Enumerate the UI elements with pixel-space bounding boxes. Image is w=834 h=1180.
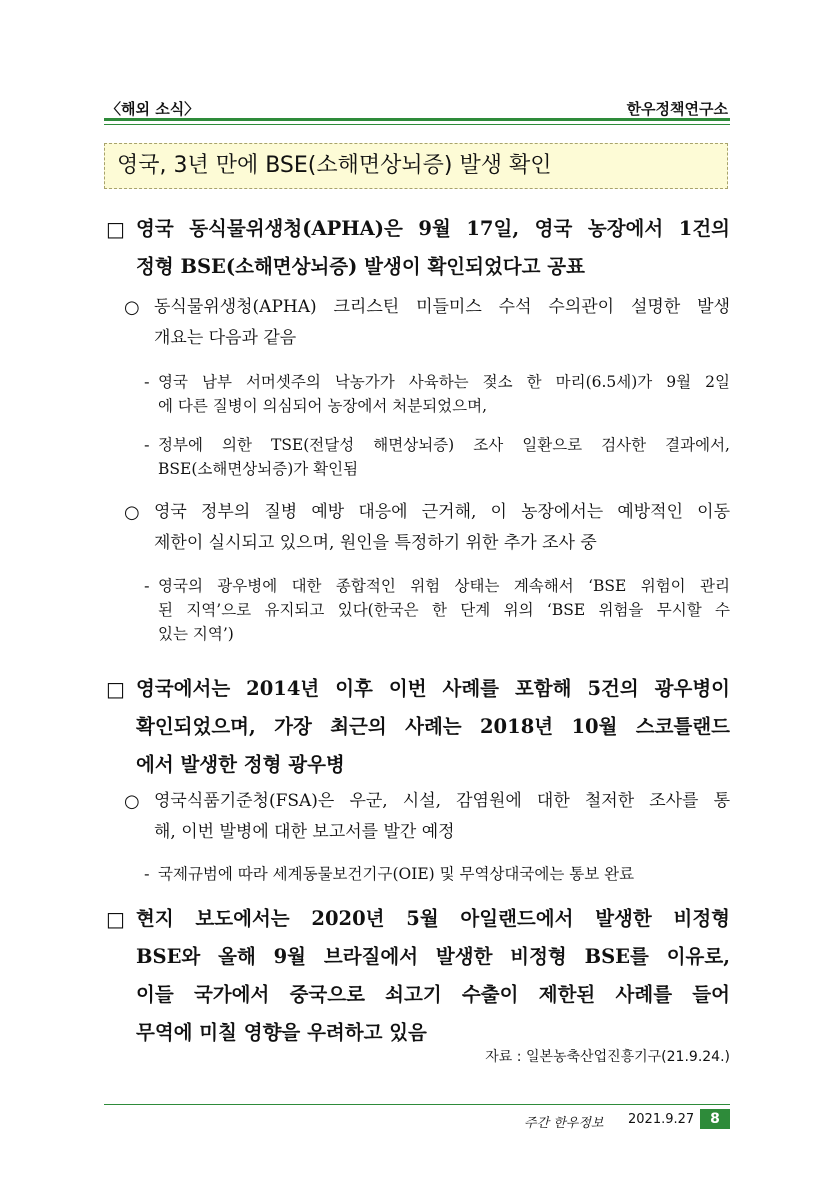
dash-bullet-icon: - [144,436,150,454]
text-line: 정부에 의한 TSE(전달성 해면상뇌증) 조사 일환으로 검사한 결과에서, [158,436,730,454]
text-line: 동식물위생청(APHA) 크리스틴 미들미스 수석 수의관이 설명한 발생 [154,297,730,317]
text-line: 국제규범에 따라 세계동물보건기구(OIE) 및 무역상대국에는 통보 완료 [158,865,635,883]
paragraph-2 [106,670,730,784]
header-rule-thick [104,118,730,121]
text-line: 영국에서는 2014년 이후 이번 사례를 포함해 5건의 광우병이 [136,677,730,700]
text-line: 확인되었으며, 가장 최근의 사례는 2018년 10월 스코틀랜드 [136,715,730,738]
circle-bullet-icon: ○ [124,297,140,318]
text-line: 에 다른 질병이 의심되어 농장에서 처분되었으며, [158,397,488,415]
text-line: 에서 발생한 정형 광우병 [136,753,345,776]
section-label: 〈해외 소식〉 [106,100,200,118]
paragraph-1-1-a [106,370,730,418]
paragraph-1 [106,210,730,286]
text-line: 된 지역’으로 유지되고 있다(한국은 한 단계 위의 ‘BSE 위험을 무시할 수 [158,601,730,619]
paragraph-2-1-a [106,862,730,886]
circle-bullet-icon: ○ [124,791,140,812]
text-line: 개요는 다음과 같음 [154,328,297,348]
paragraph-1-2 [106,497,730,559]
text-line: 영국 동식물위생청(APHA)은 9월 17일, 영국 농장에서 1건의 [136,217,730,240]
text-line: 정형 BSE(소해면상뇌증) 발생이 확인되었다고 공표 [136,255,585,278]
text-line: 영국 정부의 질병 예방 대응에 근거해, 이 농장에서는 예방적인 이동 [154,502,730,522]
organization-name: 한우정책연구소 [626,100,728,118]
text-line: 영국 남부 서머셋주의 낙농가가 사육하는 젖소 한 마리(6.5세)가 9월 2일 [158,373,730,391]
square-bullet-icon: □ [106,677,125,701]
source-citation: 자료 : 일본농축산업진흥기구(21.9.24.) [485,1049,730,1065]
text-line: 영국의 광우병에 대한 종합적인 위험 상태는 계속해서 ‘BSE 위험이 관리 [158,577,730,595]
dash-bullet-icon: - [144,373,150,391]
text-line: 제한이 실시되고 있으며, 원인을 특정하기 위한 추가 조사 중 [154,533,597,553]
text-line: 현지 보도에서는 2020년 5월 아일랜드에서 발생한 비정형 [136,907,730,930]
text-line: 있는 지역’) [158,625,234,643]
paragraph-1-2-a [106,574,730,646]
footer-date: 2021.9.27 [628,1112,695,1127]
dash-bullet-icon: - [144,865,150,883]
text-line: 이들 국가에서 중국으로 쇠고기 수출이 제한된 사례를 들어 [136,983,730,1006]
text-line: 무역에 미칠 영향을 우려하고 있음 [136,1021,427,1044]
dash-bullet-icon: - [144,577,150,595]
article-title: 영국, 3년 만에 BSE(소해면상뇌증) 발생 확인 [104,143,728,189]
square-bullet-icon: □ [106,217,125,241]
circle-bullet-icon: ○ [124,502,140,523]
footer-publication: 주간 한우정보 [524,1116,604,1131]
page-number: 8 [700,1109,730,1129]
text-line: BSE와 올해 9월 브라질에서 발생한 비정형 BSE를 이유로, [136,945,730,968]
paragraph-1-1-b [106,433,730,481]
square-bullet-icon: □ [106,907,125,931]
paragraph-1-1 [106,292,730,354]
text-line: 영국식품기준청(FSA)은 우군, 시설, 감염원에 대한 철저한 조사를 통 [154,791,730,811]
paragraph-2-1 [106,786,730,848]
text-line: 해, 이번 발병에 대한 보고서를 발간 예정 [154,822,455,842]
text-line: BSE(소해면상뇌증)가 확인됨 [158,460,359,478]
header-rule-thin [104,124,730,125]
paragraph-3 [106,900,730,1052]
footer-rule [104,1104,730,1105]
